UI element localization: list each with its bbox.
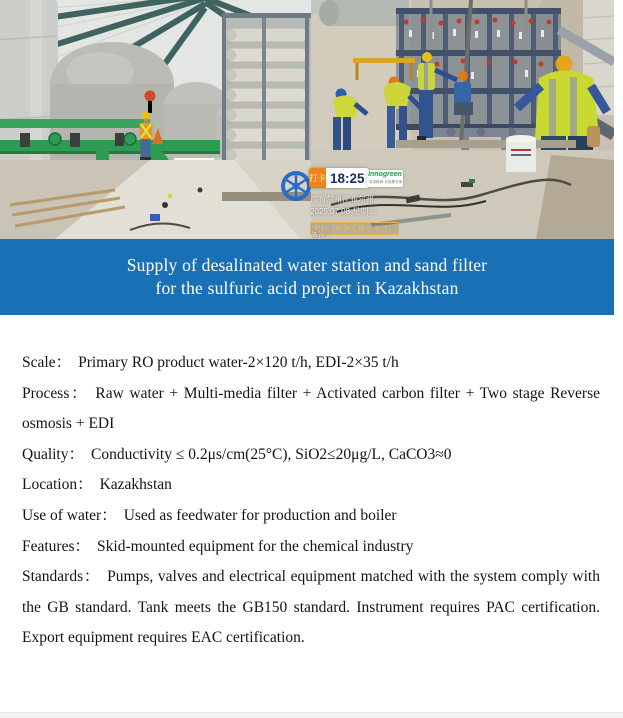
- spec-text: Pumps, valves and electrical equipment matched with the system comply with the GB standard. Tank meets the GB150 standard. Instrument requires PAC certification. Export equipment requires EAC certification.: [22, 568, 600, 647]
- brand-subtitle: 英诺格林 水处理专家: [368, 179, 403, 184]
- spec-label: Standards：: [22, 568, 101, 586]
- checkin-time: 18:25: [326, 168, 369, 188]
- page-title-line1: Supply of desalinated water station and sand filter: [126, 255, 488, 275]
- project-photo: [0, 0, 614, 239]
- plant-photo-left: [0, 0, 311, 239]
- watermark-location: 江布尔州江布尔州: [310, 195, 374, 204]
- spec-label: Features：: [22, 537, 91, 555]
- spec-row: [22, 501, 600, 532]
- spec-text: Conductivity ≤ 0.2μs/cm(25°C), SiO2≤20μg/L, CaCO3≈0: [91, 445, 452, 463]
- plant-photo-illustration: [0, 0, 614, 239]
- checkin-label: 打卡: [309, 168, 326, 188]
- spec-label: Scale：: [22, 354, 72, 371]
- spec-row: [22, 348, 600, 379]
- brand-name: Innogreen: [368, 171, 402, 178]
- watermark-project-tag: 天辰（哈萨克斯坦项目）: [310, 222, 399, 235]
- spec-row: [22, 532, 600, 563]
- spec-row: [22, 440, 600, 471]
- spec-label: Quality：: [22, 445, 84, 463]
- spec-text: Raw water + Multi-media filter + Activated carbon filter + Two stage Reverse osmosis + EDI: [22, 384, 601, 433]
- spec-label: Use of water：: [22, 506, 117, 524]
- checkin-watermark: [309, 168, 369, 188]
- innogreen-logo: [367, 170, 403, 187]
- spec-row: [22, 562, 600, 654]
- spec-row: [22, 379, 600, 440]
- spec-text: Used as feedwater for production and boiler: [123, 506, 397, 524]
- spec-text: Kazakhstan: [99, 476, 172, 494]
- spec-text: Skid-mounted equipment for the chemical industry: [97, 537, 414, 555]
- watermark-date: 2025.07.08 星期二: [310, 207, 377, 216]
- specs-section: [22, 348, 600, 654]
- spec-row: [22, 470, 600, 501]
- hall-floor: [0, 160, 311, 239]
- section-divider: [0, 712, 623, 718]
- spec-label: Location：: [22, 476, 93, 494]
- watermark-remark: 备注:: [310, 231, 329, 239]
- spec-text: Primary RO product water-2×120 t/h, EDI-2×35 t/h: [78, 354, 399, 371]
- title-banner: [0, 239, 614, 315]
- page-title-line2: for the sulfuric acid project in Kazakhstan: [155, 277, 459, 298]
- spec-label: Process：: [22, 384, 89, 402]
